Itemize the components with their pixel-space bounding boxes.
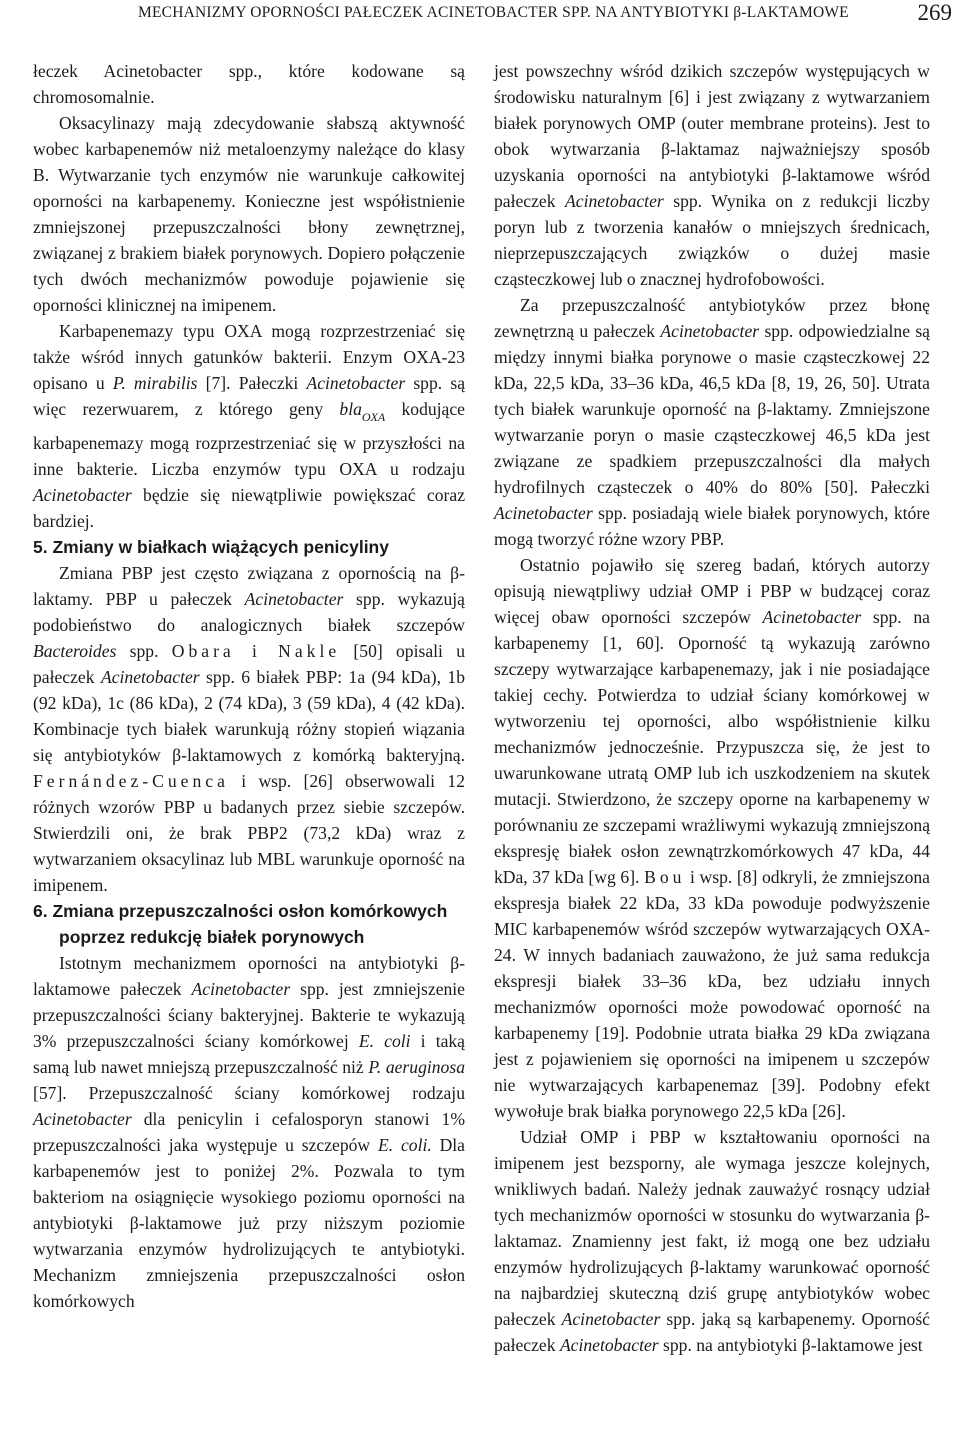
paragraph-oxa-carbapenemases: Karbapenemazy typu OXA mogą rozprzestrzeniać się także wśród innych gatunków bakterii. Enzym OXA-23 opisano u P. mirabilis [7]. Pałeczki Acinetobacter spp. są więc rezerwuarem, z którego geny bla$_{OXA}$ kodujące karbapenemazy mogą rozprzestrzeniać się w przyszłości na inne bakterie. Liczba enzymów typu OXA u rodzaju Acinetobacter będzie się niewątpliwie powiększać coraz bardziej. xyxy=(33,321,466,531)
running-header xyxy=(0,0,960,40)
author-name: Bou xyxy=(644,867,686,887)
paragraph-continuation: łeczek Acinetobacter spp., które kodowane są chromosomalnie. xyxy=(33,61,465,107)
author-name: Obara i Nakle xyxy=(171,641,341,661)
paragraph-porin-proteins: Za przepuszczalność antybiotyków przez błonę zewnętrzną u pałeczek Acinetobacter spp. odpowiedzialne są między innymi białka porynowe o masie cząsteczkowej 22 kDa, 22,5 kDa, 33–36 kDa, 46,5 kDa [8, 19, 26, 50]. Utrata tych białek warunkuje oporność na β-laktamy. Zmniejszone wytwarzanie poryn o masie cząsteczkowej 46,5 kDa jest związane ze spadkiem przepuszczalności dla małych hydrofilnych cząsteczek o 40% do 80% [50]. Pałeczki Acinetobacter spp. posiadają wiele białek porynowych, które mogą tworzyć różne wzory PBP. xyxy=(494,295,930,549)
section-6-heading: 6. Zmiana przepuszczalności osłon komórkowych poprzez redukcję białek porynowych xyxy=(33,901,448,947)
running-title: MECHANIZMY OPORNOŚCI PAŁECZEK ACINETOBACTER SPP. NA ANTYBIOTYKI β-LAKTAMOWE xyxy=(138,4,849,21)
section-5-heading: 5. Zmiany w białkach wiążących penicyliny xyxy=(33,537,389,557)
author-name: Fernández-Cuenca xyxy=(33,771,229,791)
right-column xyxy=(494,58,930,1358)
paragraph-omp-pbp-role: Udział OMP i PBP w kształtowaniu oporności na imipenem jest bezsporny, ale wymaga jeszcze kolejnych, wnikliwych badań. Należy jednak zauważyć rosnący udział tych mechanizmów oporności w stosunku do wytwarzania β-laktamaz. Znamienny jest fakt, iż mogą one bez udziału enzymów hydrolizujących β-laktamy warunkować oporność na najbardziej skuteczną dziś grupę antybiotyków wobec pałeczek Acinetobacter spp. jaką są karbapenemy. Oporność pałeczek Acinetobacter spp. na antybiotyki β-laktamowe jest xyxy=(494,1127,930,1355)
paragraph-pbp: Zmiana PBP jest często związana z opornością na β-laktamy. PBP u pałeczek Acinetobacter spp. wykazują podobieństwo do analogicznych białek szczepów Bacteroides spp. Obara i Nakle [50] opisali u pałeczek Acinetobacter spp. 6 białek PBP: 1a (94 kDa), 1b (92 kDa), 1c (86 kDa), 2 (74 kDa), 3 (59 kDa), 4 (42 kDa). Kombinacje tych białek warunkują różny stopień wiązania się antybiotyków β-laktamowych z komórką bakteryjną. Fernández-Cuenca i wsp. [26] obserwowali 12 różnych wzorów PBP u badanych przez siebie szczepów. Stwierdzili oni, że brak PBP2 (73,2 kDa) wraz z wytwarzaniem oksacylinaz lub MBL warunkuje oporność na imipenem. xyxy=(33,563,465,895)
paragraph-omp-continuation: jest powszechny wśród dzikich szczepów występujących w środowisku naturalnym [6] i jest związany z wytwarzaniem białek porynowych OMP (outer membrane proteins). Jest to obok wytwarzania β-laktamaz najważniejszy sposób uzyskania oporności na antybiotyki β-laktamowe wśród pałeczek Acinetobacter spp. Wynika on z redukcji liczby poryn lub z tworzenia kanałów o mniejszych średnicach, nieprzepuszczających związków o dużej masie cząsteczkowej lub o znacznej hydrofobowości. xyxy=(494,61,930,289)
left-column xyxy=(33,58,465,1314)
paragraph-recent-studies: Ostatnio pojawiło się szereg badań, których autorzy opisują niewątpliwy udział OMP i PBP w budzącej coraz więcej obaw oporności szczepów Acinetobacter spp. na karbapenemy [1, 60]. Oporność tą wykazują zarówno szczepy wytwarzające karbapenemazy, jak i nie posiadające takiej cechy. Potwierdza to udział ściany komórkowej w wytworzeniu tej oporności, albo współistnienie kilku mechanizmów jednocześnie. Przypuszcza się, że jest to uwarunkowane utratą OMP lub ich uszkodzeniem na skutek mutacji. Stwierdzono, że szczepy oporne na karbapenemy w porównaniu ze szczepami wrażliwymi wykazują zmniejszoną ekspresję białek osłon zewnątrzkomórkowych 47 kDa, 44 kDa, 37 kDa [wg 6]. Bou i wsp. [8] odkryli, że zmniejszona ekspresja białek 22 kDa, 33 kDa powoduje podwyższenie MIC karbapenemów wśród szczepów wytwarzających OXA-24. W innych badaniach zauważono, że już sama redukcja ekspresji białek 33–36 kDa, bez udziału innych mechanizmów oporności może powodować oporność na karbapenemy [19]. Podobnie utrata białka 29 kDa związana jest z pojawieniem się oporności na imipenem u szczepów nie wytwarzających karbapenemaz [39]. Podobny efekt wywołuje brak białka porynowego 22,5 kDa [26]. xyxy=(494,555,930,1121)
paragraph-permeability: Istotnym mechanizmem oporności na antybiotyki β-laktamowe pałeczek Acinetobacter spp. jest zmniejszenie przepuszczalności ściany bakteryjnej. Bakterie te wykazują 3% przepuszczalności ściany komórkowej E. coli i taką samą lub nawet mniejszą przepuszczalność niż P. aeruginosa [57]. Przepuszczalność ściany komórkowej rodzaju Acinetobacter dla penicylin i cefalosporyn stanowi 1% przepuszczalności jaka występuje u szczepów E. coli. Dla karbapenemów jest to poniżej 2%. Pozwala to tym bakteriom na osiągnięcie wysokiego poziomu oporności na antybiotyki β-laktamowe już przy niższym poziomie wytwarzania enzymów hydrolizujących te antybiotyki. Mechanizm zmniejszenia przepuszczalności osłon komórkowych xyxy=(33,953,465,1311)
page-number: 269 xyxy=(917,0,952,25)
paragraph-oxacillinases: Oksacylinazy mają zdecydowanie słabszą aktywność wobec karbapenemów niż metaloenzymy należące do klasy B. Wytwarzanie tych enzymów nie warunkuje całkowitej oporności na karbapenemy. Konieczne jest współistnienie zmniejszonej przepuszczalności błony zewnętrznej, związanej z brakiem białek porynowych. Dopiero połączenie tych dwóch mechanizmów powoduje pojawienie się oporności klinicznej na imipenem. xyxy=(33,113,465,315)
